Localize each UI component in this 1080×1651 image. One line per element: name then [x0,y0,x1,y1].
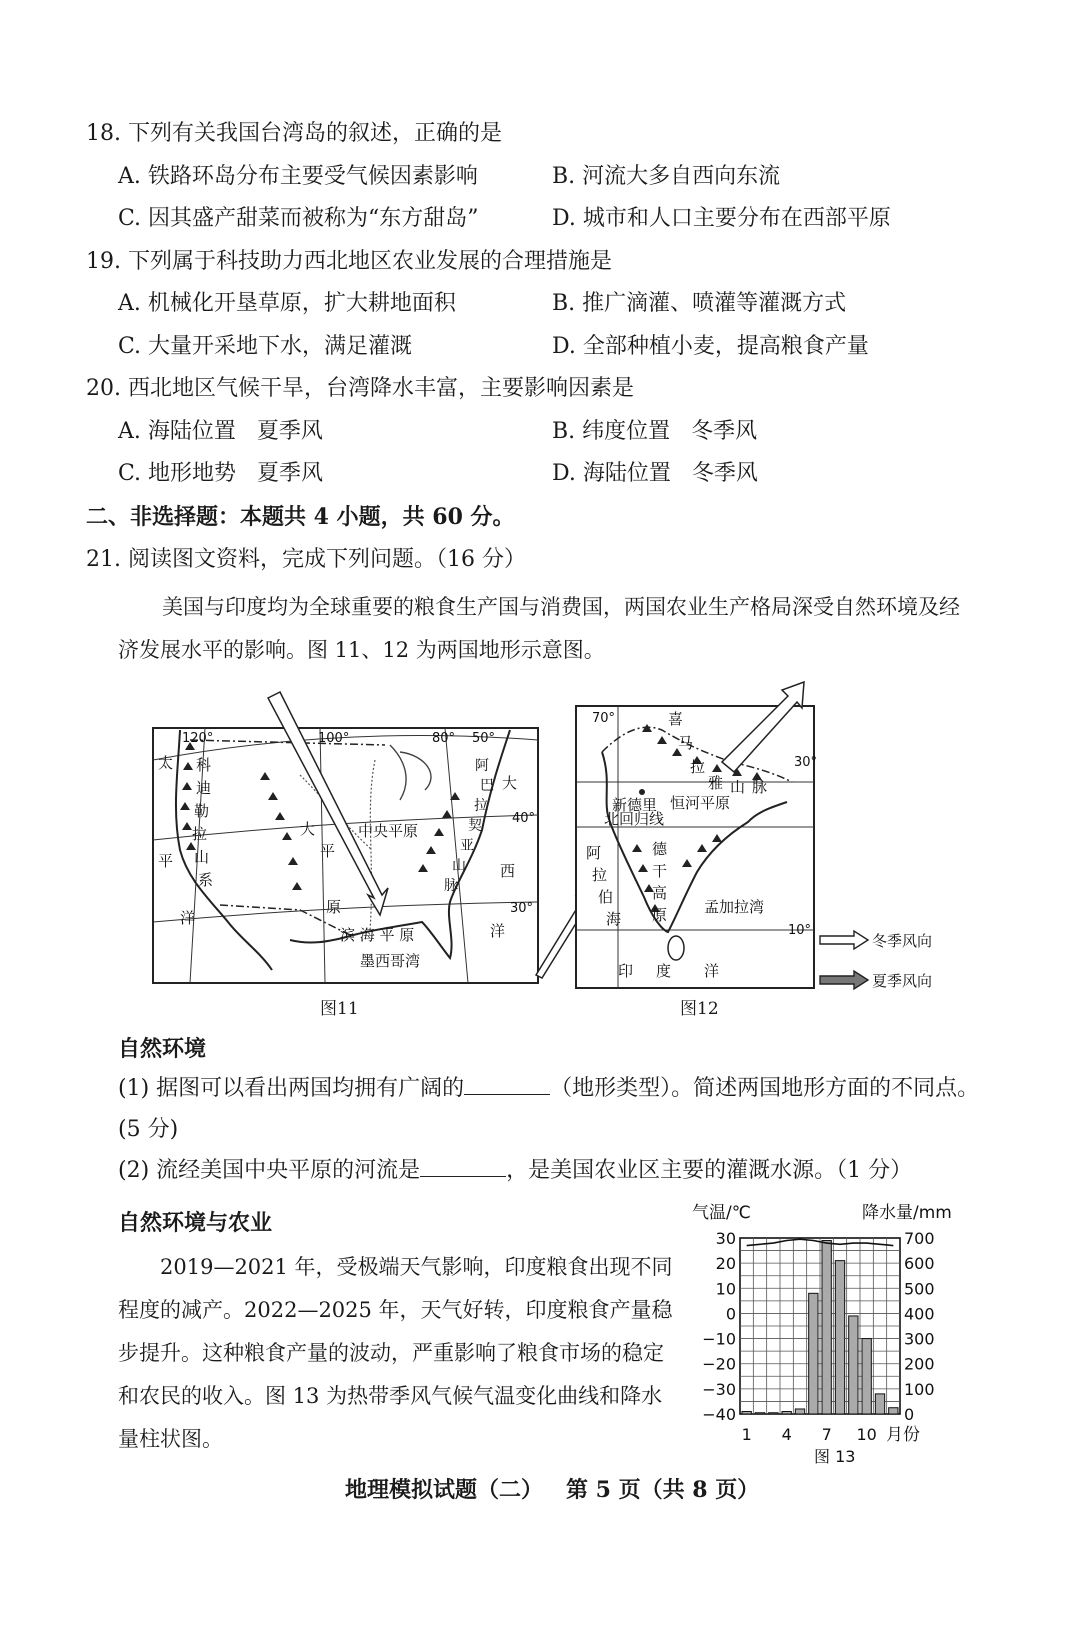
india-lat-30: 30° [794,755,818,770]
usa-coastal-plain: 滨 海 平 原 [340,926,415,944]
climate-chart [686,1196,980,1476]
q19-option-d: D. 全部种植小麦，提高粮食产量 [552,334,869,359]
x-tick-label: 10 [856,1425,877,1444]
india-him-1: 喜 [668,710,684,728]
usa-rocky-3: 勒 [194,802,210,820]
usa-app-5: 亚 [460,838,474,854]
x-tick-label: 4 [781,1425,792,1444]
sub1-q1-score: (5 分) [118,1117,179,1142]
chart-left-axis-label: 气温/℃ [692,1203,751,1223]
usa-topographic-map [150,690,545,990]
q18-option-d: D. 城市和人口主要分布在西部平原 [552,206,891,231]
page-footer: 地理模拟试题（二） 第 5 页（共 8 页） [345,1477,760,1503]
figure13-caption: 图 13 [814,1447,856,1466]
answer-blank-1[interactable] [464,1074,550,1095]
usa-app-2: 巴 [480,778,494,794]
usa-lat-30: 30° [510,901,534,916]
usa-rocky-4: 拉 [192,825,208,843]
q20-option-c: C. 地形地势 夏季风 [118,461,324,486]
x-tick-label: 1 [741,1425,752,1444]
india-new-delhi: 新德里 [612,796,658,814]
chart-right-ticks [904,1229,935,1424]
india-deccan-1: 德 [652,840,668,858]
q20-option-a: A. 海陆位置 夏季风 [118,419,323,444]
sub1-q1-text-before: (1) 据图可以看出两国均拥有广阔的 [118,1076,465,1101]
chart-x-axis-label: 月份 [886,1425,920,1445]
usa-great-plain-3: 原 [326,898,342,916]
usa-app-6: 山 [452,858,466,874]
q19-option-a: A. 机械化开垦草原，扩大耕地面积 [118,291,456,316]
sub2-text: 2019—2021 年，受极端天气影响，印度粮食出现不同程度的减产。2022—2025 年，天气好转，印度粮食产量稳步提升。这种粮食产量的波动，严重影响了粮食市场的稳定和农民的收入。图 13 为热带季风气候气温变化曲线和降水量柱状图。 [118,1255,673,1451]
usa-app-3: 拉 [474,798,488,814]
usa-atlantic-3: 洋 [490,922,506,940]
chart-x-ticks [742,1425,877,1444]
india-ocean-1: 印 [618,962,634,980]
q20-option-b: B. 纬度位置 冬季风 [552,419,758,444]
right-tick-label: 700 [904,1229,935,1248]
precipitation-bar-month-4 [782,1411,791,1414]
precipitation-bar-month-3 [769,1413,778,1414]
precipitation-bar-month-8 [835,1261,844,1414]
section2-heading: 二、非选择题：本题共 4 小题，共 60 分。 [86,504,515,530]
usa-lon-50: 50° [472,731,496,746]
usa-central-plain: 中央平原 [358,822,419,840]
x-tick-label: 7 [821,1425,832,1444]
usa-great-plain-2: 平 [320,842,336,860]
precipitation-bar-month-10 [862,1339,871,1414]
precipitation-bar-month-11 [875,1394,884,1414]
right-tick-label: 500 [904,1279,935,1299]
india-ocean-3: 洋 [704,962,720,980]
left-tick-label: 30 [715,1229,736,1248]
q19-stem: 19. 下列属于科技助力西北地区农业发展的合理措施是 [86,249,612,274]
india-him-6: 脉 [752,778,768,796]
sub1-q2-text-after: ，是美国农业区主要的灌溉水源。（1 分） [506,1158,913,1183]
legend-winter-wind: 冬季风向 [872,932,933,950]
right-tick-label: 200 [904,1354,935,1374]
usa-pacific-1: 太 [158,754,174,772]
figure11-caption: 图11 [320,999,359,1019]
left-tick-label: −40 [702,1405,736,1424]
chart-right-axis-label: 降水量/mm [862,1203,952,1223]
left-tick-label: −20 [702,1354,736,1374]
precipitation-bar-month-7 [822,1241,831,1414]
precipitation-bar-month-5 [795,1409,804,1414]
precipitation-bar-month-9 [849,1316,858,1414]
usa-app-1: 阿 [475,758,489,774]
india-lat-10: 10° [788,923,812,938]
india-deccan-4: 原 [652,906,668,924]
answer-blank-2[interactable] [420,1156,506,1177]
india-tropic-of-cancer: 北回归线 [604,810,665,828]
left-tick-label: 0 [725,1304,736,1324]
usa-pacific-2: 平 [158,852,174,870]
usa-lon-80: 80° [432,731,456,746]
left-tick-label: −30 [702,1379,736,1399]
q18-option-a: A. 铁路环岛分布主要受气候因素影响 [118,164,478,189]
sub1-q1-text-after: （地形类型）。简述两国地形方面的不同点。 [550,1076,980,1101]
usa-pacific-3: 洋 [180,909,196,927]
q18-stem: 18. 下列有关我国台湾岛的叙述，正确的是 [86,121,502,146]
sub2-title: 自然环境与农业 [118,1210,273,1236]
q19-option-c: C. 大量开采地下水，满足灌溉 [118,334,413,359]
india-ganges-plain: 恒河平原 [670,794,731,812]
figure12-caption: 图12 [680,999,719,1019]
q21-stem: 21. 阅读图文资料，完成下列问题。（16 分） [86,547,526,572]
india-arab-4: 海 [606,910,622,928]
q18-option-b: B. 河流大多自西向东流 [552,164,781,189]
right-tick-label: 300 [904,1329,935,1349]
india-him-5: 山 [730,778,746,796]
left-tick-label: 10 [715,1279,736,1299]
right-tick-label: 400 [904,1304,935,1324]
chart-grid [740,1238,900,1414]
q20-option-d: D. 海陆位置 冬季风 [552,461,758,486]
chart-left-ticks [702,1229,736,1424]
legend-summer-wind: 夏季风向 [872,972,933,990]
usa-lon-120: 120° [182,731,214,746]
right-tick-label: 0 [904,1405,915,1424]
sub1-question1 [118,1074,979,1104]
india-ocean-2: 度 [656,962,672,980]
usa-rocky-6: 系 [198,871,214,889]
india-him-2: 马 [678,734,694,752]
usa-app-4: 契 [468,818,482,834]
india-deccan-2: 干 [652,862,668,880]
india-deccan-3: 高 [652,884,668,902]
q20-stem: 20. 西北地区气候干旱，台湾降水丰富，主要影响因素是 [86,376,634,401]
usa-great-plain-1: 大 [300,820,316,838]
left-tick-label: −10 [702,1329,736,1349]
usa-atlantic-2: 西 [500,862,516,880]
usa-gulf-of-mexico: 墨西哥湾 [360,952,421,970]
precipitation-bar-month-2 [755,1413,764,1414]
usa-atlantic-1: 大 [502,774,518,792]
q21-intro: 美国与印度均为全球重要的粮食生产国与消费国，两国农业生产格局深受自然环境及经济发展水平的影响。图 11、12 为两国地形示意图。 [118,595,960,662]
precipitation-bar-month-1 [742,1411,751,1414]
india-him-3: 拉 [690,758,706,776]
sub1-title: 自然环境 [118,1036,207,1062]
usa-rocky-5: 山 [194,848,210,866]
precipitation-bar-month-12 [889,1408,898,1414]
right-tick-label: 600 [904,1254,935,1274]
precipitation-bar-month-6 [809,1293,818,1414]
india-arab-3: 伯 [598,888,614,906]
india-him-4: 雅 [708,774,724,792]
usa-lon-100: 100° [318,731,350,746]
q19-option-b: B. 推广滴灌、喷灌等灌溉方式 [552,291,847,316]
q18-option-c: C. 因其盛产甜菜而被称为“东方甜岛” [118,206,479,231]
india-bay-of-bengal: 孟加拉湾 [704,898,765,916]
india-arab-1: 阿 [586,844,602,862]
sub1-q2-text-before: (2) 流经美国中央平原的河流是 [118,1158,421,1183]
usa-lat-40: 40° [512,811,536,826]
usa-rocky-2: 迪 [196,779,212,797]
india-arab-2: 拉 [592,866,608,884]
summer-wind-legend-icon [820,971,868,989]
winter-wind-legend-icon [820,931,868,949]
usa-rocky-1: 科 [196,756,212,774]
left-tick-label: 20 [715,1254,736,1274]
right-tick-label: 100 [904,1379,935,1399]
usa-app-7: 脉 [444,878,458,894]
india-topographic-map [572,672,962,992]
sub1-question2 [118,1156,912,1186]
india-lon-70: 70° [592,711,616,726]
